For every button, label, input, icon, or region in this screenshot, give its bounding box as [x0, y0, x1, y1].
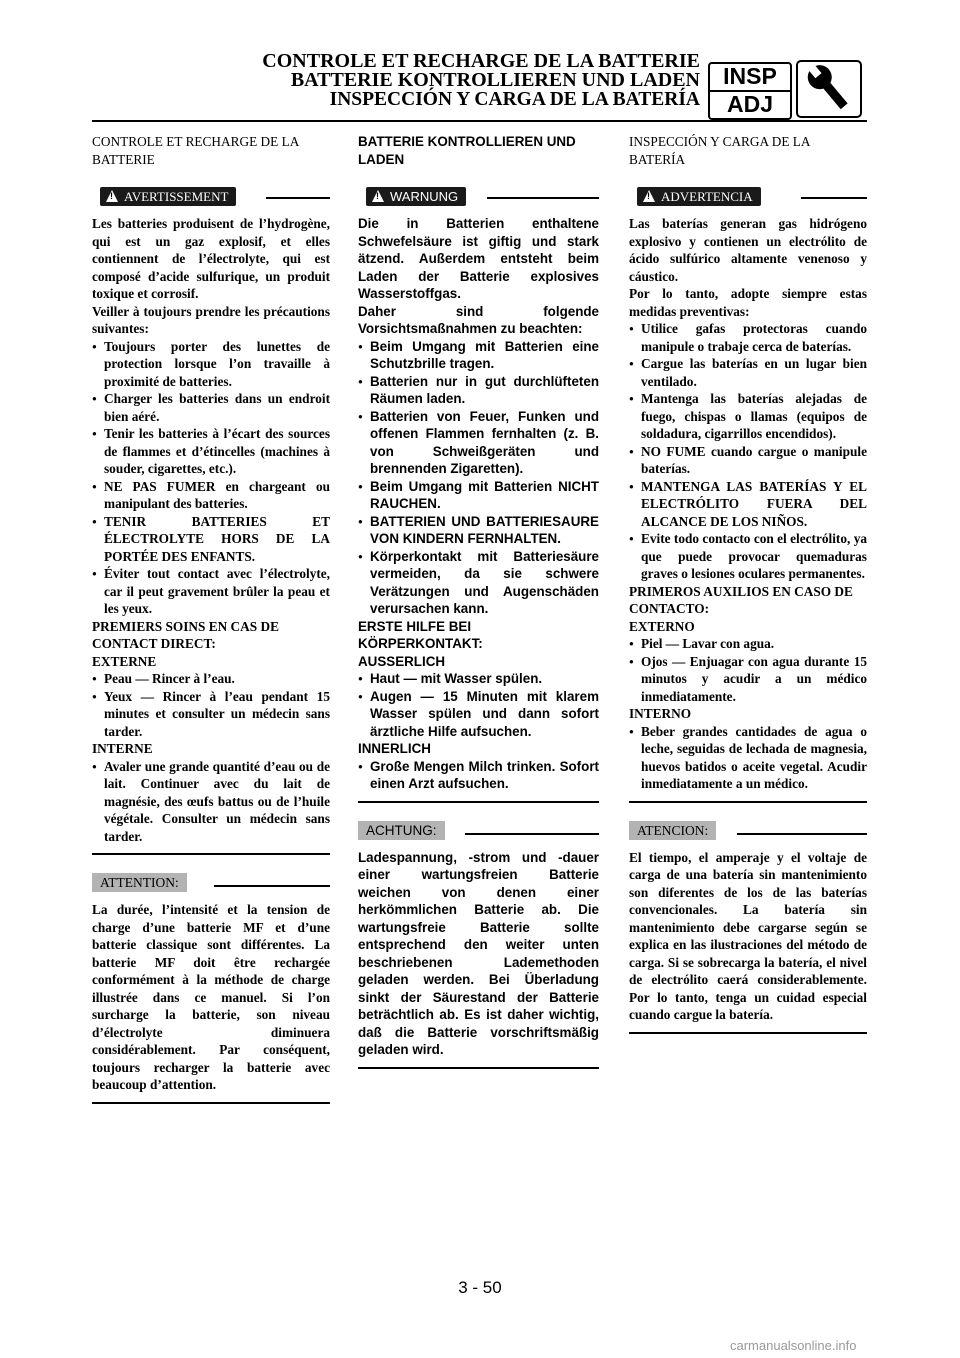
- warning-header: [358, 187, 599, 209]
- list-item: ● Beim Umgang mit Batterien eine Schutzbrille tragen.: [358, 338, 599, 373]
- list-item: ● MANTENGA LAS BATERÍAS Y EL ELECTRÓLITO FUERA DEL ALCANCE DE LOS NIÑOS.: [629, 478, 867, 531]
- list-item: ● Batterien nur in gut durchlüfteten Räumen laden.: [358, 373, 599, 408]
- list-item: ● Yeux — Rincer à l’eau pendant 15 minutes et consulter un médecin sans tarder.: [92, 688, 330, 741]
- list-item: ● Batterien von Feuer, Funken und offenen Flammen fernhalten (z. B. von Schweißgeräten und brennenden Zigaretten).: [358, 408, 599, 478]
- caution-text: Ladespannung, -strom und -dauer einer wartungsfreien Batterie weichen von denen einer herkömmlichen Batterie ab. Die wartungsfreie Batterie sollte entsprechend den weiter unten beschriebenen Lademethoden geladen werden. Bei Überladung sinkt der Säurestand der Batterie beträchtlich ab. Es ist daher wichtig, daß die Batterie vorschriftsmäßig geladen wird.: [358, 849, 599, 1057]
- section-divider: [629, 1032, 867, 1034]
- intro-text-2: Por lo tanto, adopte siempre estas medidas preventivas:: [629, 286, 867, 319]
- list-item: ● NE PAS FUMER en chargeant ou manipulant des batteries.: [92, 478, 330, 513]
- list-item: ● Haut — mit Wasser spülen.: [358, 670, 599, 688]
- list-item: ● Große Mengen Milch trinken. Sofort einen Arzt aufsuchen.: [358, 758, 599, 793]
- caution-badge: ACHTUNG:: [358, 821, 445, 840]
- list-item: ● TENIR BATTERIES ET ÉLECTROLYTE HORS DE LA PORTÉE DES ENFANTS.: [92, 513, 330, 566]
- intro-text: Las baterías generan gas hidrógeno explosivo y contienen un electrólito de ácido sulfúrico altamente venenoso y cáustico.: [629, 216, 867, 284]
- column-es: [629, 133, 867, 1034]
- column-fr: [92, 133, 330, 1104]
- badge-bottom: ADJ: [726, 91, 773, 117]
- list-item: ● BATTERIEN UND BATTERIESAURE VON KINDERN FERNHALTEN.: [358, 513, 599, 548]
- warning-badge: ! AVERTISSEMENT: [100, 187, 236, 206]
- warning-icon: [106, 190, 118, 202]
- list-item: ● Toujours porter des lunettes de protection lorsque l’on travaille à proximité de batteries.: [92, 338, 330, 391]
- caution-text: La durée, l’intensité et la tension de charge d’une batterie MF et d’une batterie classique sont différentes. La batterie MF doit être rechargée conformément à la méthode de charge illustrée dans ce manuel. Si l’on surcharge la batterie, son niveau d’électrolyte diminuera considérablement. Par conséquent, toujours recharger la batterie avec beaucoup d’attention.: [92, 902, 330, 1092]
- list-item: ● Avaler une grande quantité d’eau ou de lait. Continuer avec du lait de magnésie, des œufs battus ou de l’huile végétale. Consulter un médecin sans tarder.: [92, 758, 330, 846]
- list-item: ● Piel — Lavar con agua.: [629, 635, 867, 653]
- list-item: ● Éviter tout contact avec l’électrolyte, car il peut gravement brûler la peau et les yeux.: [92, 565, 330, 618]
- internal-heading: INTERNE: [92, 741, 153, 756]
- caution-badge: ATENCION:: [629, 821, 716, 840]
- section-title: INSPECCIÓN Y CARGA DE LA BATERÍA: [629, 134, 810, 167]
- intro-text-2: Daher sind folgende Vorsichtsmaßnahmen zu beachten:: [358, 303, 599, 336]
- header-title-es: INSPECCIÓN Y CARGA DE LA BATERÍA: [329, 89, 700, 110]
- column-de: [358, 133, 599, 1069]
- list-item: ● Mantenga las baterías alejadas de fuego, chispas o llamas (equipos de soldadura, cigarrillos encendidos).: [629, 390, 867, 443]
- list-item: ● NO FUME cuando cargue o manipule baterías.: [629, 443, 867, 478]
- header-title-de: BATTERIE KONTROLLIEREN UND LADEN: [290, 69, 700, 91]
- list-item: ● Evite todo contacto con el electrólito, ya que puede provocar quemaduras graves o lesiones oculares permanentes.: [629, 530, 867, 583]
- list-item: ● Utilice gafas protectoras cuando manipule o trabaje cerca de baterías.: [629, 320, 867, 355]
- watermark: carmanualsonline.info: [730, 1338, 857, 1353]
- intro-text: Les batteries produisent de l’hydrogène, qui est un gaz explosif, et elles contiennent de l’électrolyte, qui est composé d’acide sulfurique, un produit toxique et corrosif.: [92, 216, 330, 301]
- caution-header: [629, 821, 867, 843]
- internal-heading: INTERNO: [629, 706, 692, 721]
- list-item: ● Körperkontakt mit Batteriesäure vermeiden, da sie schwere Verätzungen und Augenschäden verursachen kann.: [358, 548, 599, 618]
- insp-adj-badge: [708, 62, 792, 120]
- first-aid-heading: ERSTE HILFE BEI KÖRPERKONTAKT:: [358, 618, 483, 651]
- section-title: CONTROLE ET RECHARGE DE LA BATTERIE: [92, 134, 299, 167]
- warning-icon: [643, 190, 655, 202]
- list-item: ● Augen — 15 Minuten mit klarem Wasser spülen und dann sofort ärztliche Hilfe aufsuchen.: [358, 688, 599, 741]
- external-heading: EXTERNE: [92, 653, 157, 669]
- list-item: ● Charger les batteries dans un endroit bien aéré.: [92, 390, 330, 425]
- warning-badge: ! ADVERTENCIA: [637, 187, 761, 206]
- warning-icon: [372, 190, 384, 202]
- caution-badge: ATTENTION:: [92, 873, 187, 892]
- page-number: 3 - 50: [458, 1278, 502, 1297]
- warning-header: [629, 187, 867, 209]
- section-divider: [358, 1067, 599, 1069]
- list-item: ● Beim Umgang mit Batterien NICHT RAUCHEN.: [358, 478, 599, 513]
- intro-text-2: Veiller à toujours prendre les précautions suivantes:: [92, 303, 330, 336]
- section-divider: [92, 1102, 330, 1104]
- list-item: ● Tenir les batteries à l’écart des sources de flammes et d’étincelles (machines à souder, cigarettes, etc.).: [92, 425, 330, 478]
- badge-top: INSP: [710, 64, 790, 92]
- list-item: ● Ojos — Enjuagar con agua durante 15 minutos y acudir a un médico inmediatamente.: [629, 653, 867, 706]
- list-item: ● Beber grandes cantidades de agua o leche, seguidas de lechada de magnesia, huevos batidos o aceite vegetal. Acudir inmediatamente a un médico.: [629, 723, 867, 793]
- caution-header: [92, 873, 330, 895]
- caution-text: El tiempo, el amperaje y el voltaje de carga de una batería sin mantenimiento son diferentes de los de las baterías convencionales. La batería sin mantenimiento debe cargarse según se explica en las ilustraciones del método de carga. Si se sobrecarga la batería, el nivel de electrólito caerá considerablemente. Por lo tanto, tenga un cuidad especial cuando cargue la batería.: [629, 849, 867, 1022]
- header-title-fr: CONTROLE ET RECHARGE DE LA BATTERIE: [262, 50, 700, 72]
- first-aid-heading: PREMIERS SOINS EN CAS DE CONTACT DIRECT:: [92, 618, 279, 651]
- list-item: ● Peau — Rincer à l’eau.: [92, 670, 330, 688]
- list-item: ● Cargue las baterías en un lugar bien ventilado.: [629, 355, 867, 390]
- wrench-icon: [796, 60, 862, 118]
- header-rule: [92, 120, 867, 122]
- warning-badge: ! WARNUNG: [366, 187, 466, 206]
- intro-text: Die in Batterien enthaltene Schwefelsäure ist giftig und stark ätzend. Außerdem entsteht beim Laden der Batterie explosives Wasserstoffgas.: [358, 216, 599, 301]
- internal-heading: INNERLICH: [358, 741, 431, 756]
- external-heading: AUSSERLICH: [358, 653, 446, 669]
- external-heading: EXTERNO: [629, 618, 695, 634]
- caution-header: [358, 821, 599, 843]
- first-aid-heading: PRIMEROS AUXILIOS EN CASO DE CONTACTO:: [629, 583, 853, 616]
- warning-header: [92, 187, 330, 209]
- page-header: [0, 52, 700, 109]
- section-title: BATTERIE KONTROLLIEREN UND LADEN: [358, 134, 576, 167]
